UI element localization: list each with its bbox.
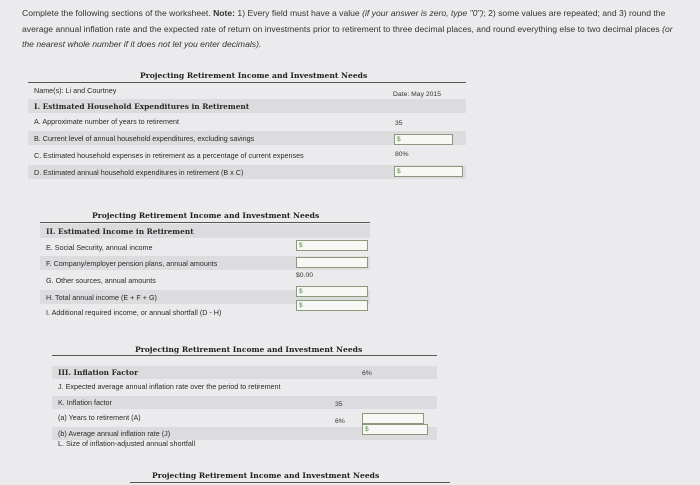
row-l bbox=[52, 437, 437, 450]
date-label: Date: May 2015 bbox=[393, 91, 441, 98]
row-d-label: D. Estimated annual household expenditures in retirement (B x C) bbox=[34, 167, 244, 177]
row-f-label: F. Company/employer pension plans, annual amounts bbox=[46, 258, 218, 268]
row-a-value: 35 bbox=[395, 120, 403, 127]
section2-heading: II. Estimated Income in Retirement bbox=[40, 224, 370, 238]
row-e-currency: $ bbox=[299, 242, 303, 249]
row-e-input[interactable] bbox=[296, 240, 368, 251]
section2-title: Projecting Retirement Income and Investment Needs bbox=[92, 211, 320, 220]
row-k-b-value: 6% bbox=[335, 418, 345, 425]
row-e-label: E. Social Security, annual income bbox=[46, 242, 153, 252]
row-b-label: B. Current level of annual household expenditures, excluding savings bbox=[34, 133, 255, 143]
section1-title: Projecting Retirement Income and Investment Needs bbox=[140, 71, 368, 80]
instructions-part2: ; 2) some values are repeated; and 3) round the average annual inflation rate and the expected rate of return on investments prior to retirement to three decimal places, and round everything else to two decimal places bbox=[22, 8, 666, 34]
row-k-b-label: (b) Average annual inflation rate (J) bbox=[58, 429, 171, 438]
row-g-value: $0.00 bbox=[296, 272, 314, 279]
row-i-label: I. Additional required income, or annual shortfall (D - H) bbox=[46, 307, 222, 317]
row-h-currency: $ bbox=[299, 288, 303, 295]
row-j bbox=[52, 380, 437, 393]
section3-top-rule bbox=[52, 355, 437, 356]
row-c-value: 80% bbox=[395, 151, 409, 158]
row-k bbox=[52, 396, 437, 409]
row-l-currency: $ bbox=[365, 426, 369, 433]
instructions-prefix: Complete the following sections of the worksheet. bbox=[22, 8, 214, 18]
row-l-label: L. Size of inflation-adjusted annual shortfall bbox=[58, 439, 196, 448]
row-k-a-label: (a) Years to retirement (A) bbox=[58, 413, 141, 422]
row-b-input[interactable] bbox=[394, 134, 453, 145]
section4-title: Projecting Retirement Income and Investment Needs bbox=[152, 471, 380, 480]
section1-heading: I. Estimated Household Expenditures in Retirement bbox=[28, 99, 466, 113]
row-h-label: H. Total annual income (E + F + G) bbox=[46, 292, 157, 302]
row-g bbox=[40, 273, 370, 287]
row-d-input[interactable] bbox=[394, 166, 463, 177]
row-l-input[interactable] bbox=[362, 424, 428, 435]
row-k-factor-input[interactable] bbox=[362, 413, 424, 424]
row-i-currency: $ bbox=[299, 302, 303, 309]
instructions bbox=[22, 6, 682, 53]
names-label: Name(s): Li and Courtney bbox=[34, 86, 117, 95]
instructions-part1: 1) Every field must have a value bbox=[235, 8, 363, 18]
row-h-input[interactable] bbox=[296, 286, 368, 297]
instructions-part1-italic: (if your answer is zero, type "0") bbox=[362, 8, 484, 18]
section3-heading: III. Inflation Factor bbox=[52, 366, 437, 379]
row-i-input[interactable] bbox=[296, 300, 368, 311]
row-b-currency: $ bbox=[397, 136, 401, 143]
note-label: Note: bbox=[213, 8, 236, 18]
row-j-value: 6% bbox=[362, 370, 372, 377]
row-c-label: C. Estimated household expenses in retirement as a percentage of current expenses bbox=[34, 150, 304, 160]
row-k-label: K. Inflation factor bbox=[58, 398, 112, 407]
row-g-label: G. Other sources, annual amounts bbox=[46, 275, 156, 285]
row-j-label: J. Expected average annual inflation rate over the period to retirement bbox=[58, 382, 281, 391]
section4-top-rule bbox=[130, 482, 450, 483]
section3-title: Projecting Retirement Income and Investment Needs bbox=[135, 345, 363, 354]
section2-top-rule bbox=[40, 222, 370, 223]
row-a-label: A. Approximate number of years to retirement bbox=[34, 117, 180, 126]
row-f-input[interactable] bbox=[296, 257, 368, 268]
row-k-a-value: 35 bbox=[335, 401, 343, 408]
row-d-currency: $ bbox=[397, 168, 401, 175]
instructions-part2-italic: (or the nearest whole number if it does not let you enter decimals). bbox=[22, 23, 673, 49]
section1-top-rule bbox=[28, 82, 466, 83]
